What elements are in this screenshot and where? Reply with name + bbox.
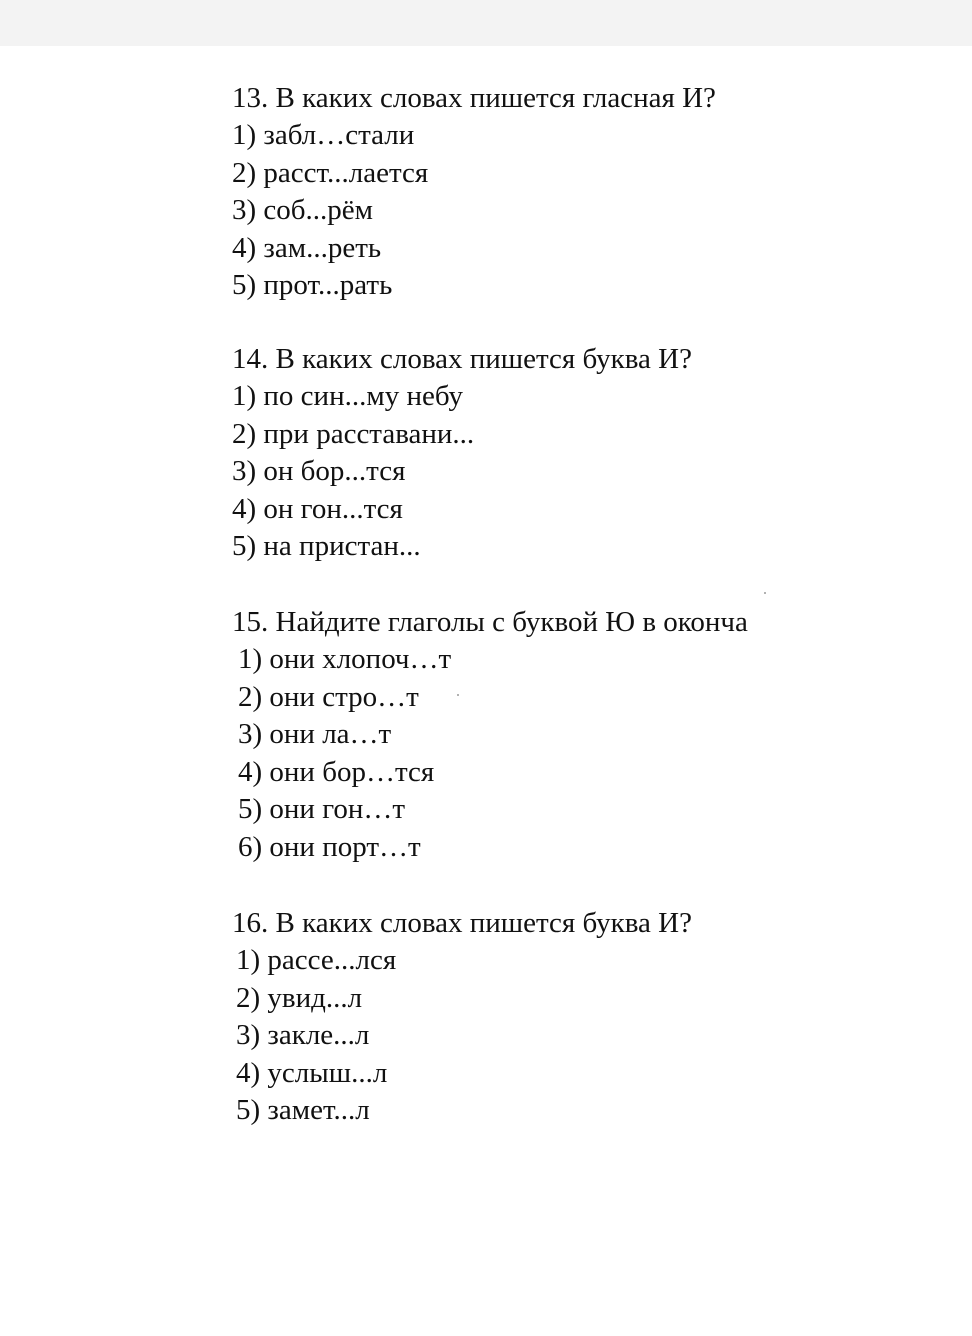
answer-option: 4) зам...реть bbox=[232, 231, 382, 264]
answer-option: 3) он бор...тся bbox=[232, 455, 406, 487]
answer-option: 5) на пристан... bbox=[232, 530, 421, 562]
question-16 bbox=[232, 905, 692, 1130]
top-margin-band bbox=[0, 0, 972, 46]
answer-option: 5) они гон…т bbox=[238, 793, 406, 825]
answer-option: 3) закле...л bbox=[236, 1019, 370, 1051]
answer-option: 3) они ла…т bbox=[238, 718, 392, 750]
answer-option: 2) при расставани... bbox=[232, 417, 475, 450]
question-15 bbox=[232, 604, 812, 866]
answer-option: 1) забл…стали bbox=[232, 119, 415, 151]
answer-option: 3) соб...рём bbox=[232, 194, 374, 226]
scan-speck bbox=[764, 592, 766, 594]
answer-option: 5) замет...л bbox=[236, 1094, 370, 1126]
answer-option: 1) они хлопоч…т bbox=[238, 643, 452, 675]
answer-option: 5) прот...рать bbox=[232, 269, 393, 301]
answer-option: 6) они порт…т bbox=[238, 830, 421, 863]
question-title: 16. В каких словах пишется буква И? bbox=[232, 907, 692, 939]
scan-speck bbox=[457, 694, 459, 696]
question-title: 14. В каких словах пишется буква И? bbox=[232, 343, 692, 375]
answer-option: 4) они бор…тся bbox=[238, 755, 435, 788]
answer-option: 2) увид...л bbox=[236, 981, 363, 1014]
question-13 bbox=[232, 80, 716, 305]
answer-option: 4) услыш...л bbox=[236, 1056, 388, 1089]
answer-option: 4) он гон...тся bbox=[232, 492, 403, 525]
answer-option: 2) расст...лается bbox=[232, 156, 429, 189]
answer-option: 1) по син...му небу bbox=[232, 380, 463, 412]
answer-option: 2) они стро…т bbox=[238, 680, 419, 713]
question-14 bbox=[232, 341, 692, 566]
question-title: 15. Найдите глаголы с буквой Ю в оконча bbox=[232, 606, 748, 638]
question-title: 13. В каких словах пишется гласная И? bbox=[232, 82, 716, 114]
answer-option: 1) рассе...лся bbox=[236, 944, 397, 976]
